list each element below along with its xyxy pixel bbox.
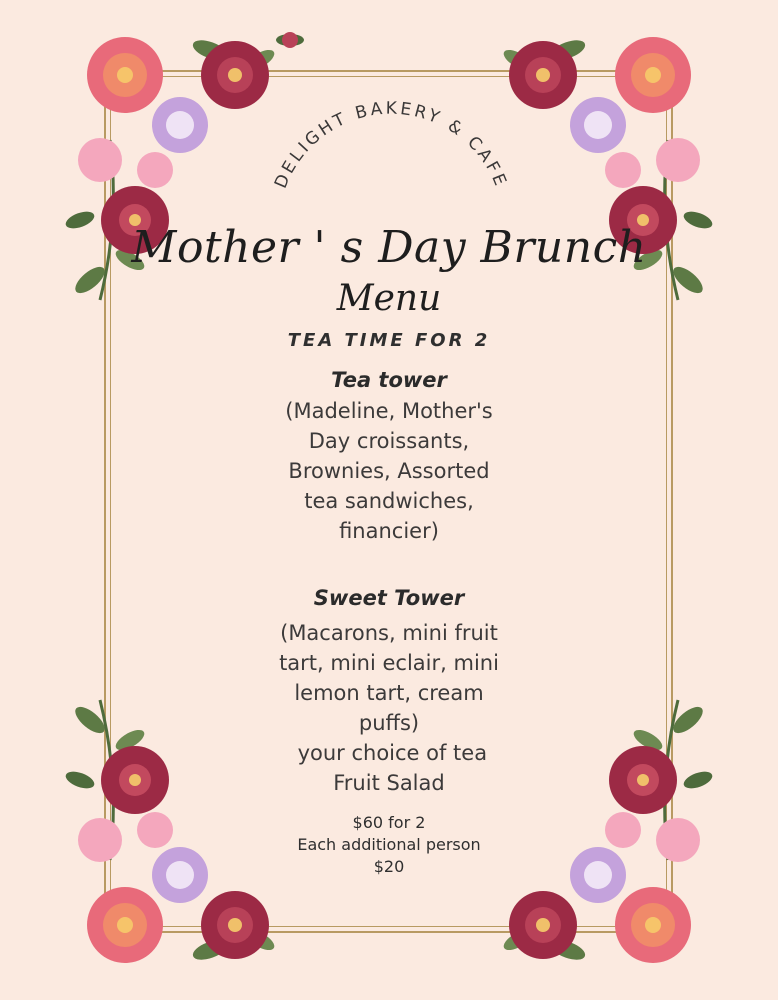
desc-line: Day croissants, <box>308 429 470 453</box>
brand-arc <box>0 0 778 260</box>
extra-line: your choice of tea <box>290 741 488 765</box>
desc-line: financier) <box>339 519 439 543</box>
desc-line: (Macarons, mini fruit <box>280 621 498 645</box>
menu-title-line2: Menu <box>336 278 442 319</box>
desc-line: (Madeline, Mother's <box>285 399 493 423</box>
extra-line: Fruit Salad <box>333 771 445 795</box>
menu-title-line1: Mother ' s Day Brunch <box>131 222 647 273</box>
desc-line: lemon tart, cream <box>294 681 484 705</box>
price-line: Each additional person <box>297 835 481 854</box>
item-title-tea-tower: Tea tower <box>331 368 447 392</box>
item-title-sweet-tower: Sweet Tower <box>313 586 465 610</box>
desc-line: Brownies, Assorted <box>288 459 490 483</box>
brand-name: DELIGHT BAKERY & CAFE <box>270 98 512 192</box>
desc-line: puffs) <box>358 711 420 735</box>
price-line: $60 for 2 <box>352 813 426 832</box>
price-line: $20 <box>373 857 405 876</box>
desc-line: tea sandwiches, <box>304 489 474 513</box>
item-desc-sweet-tower <box>0 618 778 798</box>
item-desc-tea-tower <box>0 396 778 546</box>
section-heading: TEA TIME FOR 2 <box>287 330 491 351</box>
desc-line: tart, mini eclair, mini <box>279 651 499 675</box>
price-block <box>0 812 778 878</box>
